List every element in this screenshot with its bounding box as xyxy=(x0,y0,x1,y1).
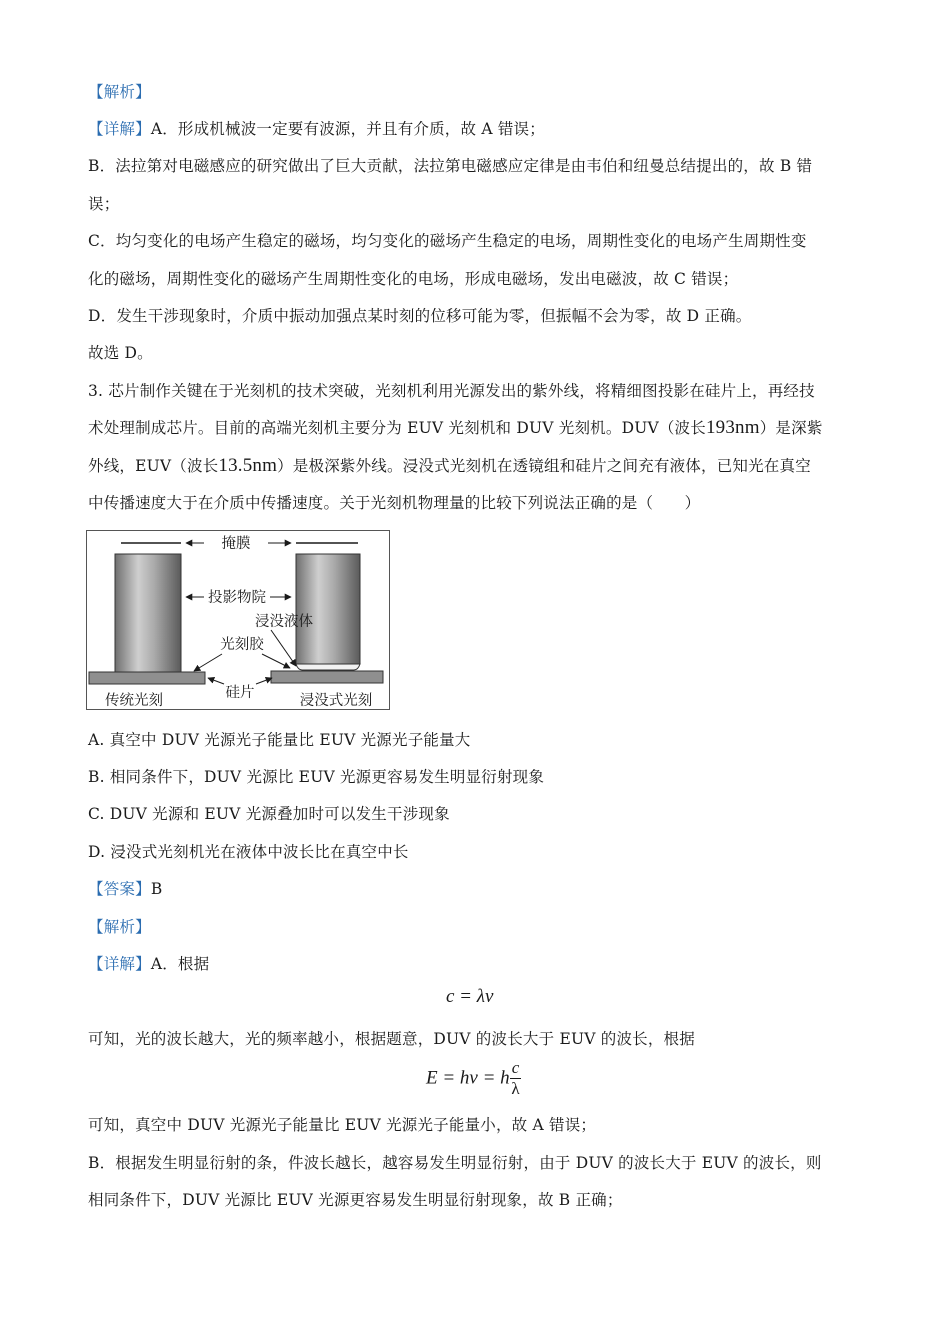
question-line-4: 中传播速度大于在介质中传播速度。关于光刻机物理量的比较下列说法正确的是（ ） xyxy=(88,494,701,512)
right-silicon-wafer xyxy=(271,671,383,683)
option-a: A. 真空中 DUV 光源光子能量比 EUV 光源光子能量大 xyxy=(88,731,471,749)
label-immersion-lithography: 浸没式光刻 xyxy=(299,693,373,709)
formula-photon-energy-lhs: E = hν = h xyxy=(426,1067,510,1089)
question-line-2-head: 术处理制成芯片。目前的高端光刻机主要分为 EUV 光刻机和 DUV 光刻机。DUV（波长 xyxy=(88,419,706,437)
question-line-2 xyxy=(88,417,864,439)
answer-value: B xyxy=(150,880,163,898)
solution-line-a-text: A．根据 xyxy=(150,955,210,973)
option-d: D. 浸没式光刻机光在液体中波长比在真空中长 xyxy=(88,843,409,861)
formula-wave-speed: c = λν xyxy=(446,986,494,1007)
duv-wavelength: 193nm xyxy=(705,417,760,438)
question-line-3 xyxy=(88,455,864,477)
label-projection-lens: 投影物院 xyxy=(208,590,266,606)
right-projection-lens xyxy=(296,554,360,664)
prev-line-d: D．发生干涉现象时，介质中振动加强点某时刻的位移可能为零，但振幅不会为零，故 D 正确。 xyxy=(88,307,752,325)
left-silicon-wafer xyxy=(89,672,205,684)
prev-line-b2: 误； xyxy=(88,195,120,213)
left-projection-lens xyxy=(115,554,181,672)
label-mask: 掩膜 xyxy=(221,536,251,552)
question-line-1: 3. 芯片制作关键在于光刻机的技术突破，光刻机利用光源发出的紫外线，将精细图投影在硅片上，再经技 xyxy=(88,382,815,400)
prev-line-c2: 化的磁场，周期性变化的磁场产生周期性变化的电场，形成电磁场，发出电磁波，故 C 错误； xyxy=(88,270,739,288)
option-b: B. 相同条件下，DUV 光源比 EUV 光源更容易发生明显衍射现象 xyxy=(88,768,545,786)
prev-line-b1: B．法拉第对电磁感应的研究做出了巨大贡献，法拉第电磁感应定律是由韦伯和纽曼总结提出的，故 B 错 xyxy=(88,157,813,175)
label-immersion-liquid: 浸没液体 xyxy=(255,614,313,630)
answer-line xyxy=(88,878,864,900)
immersion-liquid-layer xyxy=(296,664,360,670)
solution-detail-tag: 【详解】 xyxy=(88,955,151,973)
solution-line-b1: B．根据发生明显衍射的条，件波长越长，越容易发生明显衍射，由于 DUV 的波长大于 EUV 的波长，则 xyxy=(88,1154,822,1172)
detail-tag: 【详解】 xyxy=(88,120,151,138)
prev-option-a-text: A．形成机械波一定要有波源，并且有介质，故 A 错误； xyxy=(150,120,545,138)
formula-photon-energy xyxy=(426,1058,521,1099)
fraction-denominator: λ xyxy=(511,1079,520,1098)
analysis-heading-2: 【解析】 xyxy=(88,918,151,936)
solution-after-formula-1: 可知，光的波长越大，光的频率越小，根据题意，DUV 的波长大于 EUV 的波长，根据 xyxy=(88,1030,695,1048)
question-line-3-tail: ）是极深紫外线。浸没式光刻机在透镜组和硅片之间充有液体，已知光在真空 xyxy=(277,457,811,475)
solution-after-formula-2: 可知，真空中 DUV 光源光子能量比 EUV 光源光子能量小，故 A 错误； xyxy=(88,1116,597,1134)
label-traditional-lithography: 传统光刻 xyxy=(105,693,163,709)
answer-tag: 【答案】 xyxy=(88,880,151,898)
prev-line-c1: C．均匀变化的电场产生稳定的磁场，均匀变化的磁场产生稳定的电场，周期性变化的电场产生周期性变 xyxy=(88,232,807,250)
question-line-3-head: 外线，EUV（波长 xyxy=(88,457,219,475)
solution-line-a xyxy=(88,953,864,975)
label-photoresist: 光刻胶 xyxy=(220,637,264,653)
lithography-diagram xyxy=(86,530,390,710)
fraction-numerator: c xyxy=(511,1058,520,1077)
question-line-2-tail: ）是深紫 xyxy=(759,419,823,437)
formula-fraction xyxy=(510,1058,522,1099)
prev-detail-line-a xyxy=(88,118,864,140)
option-c: C. DUV 光源和 EUV 光源叠加时可以发生干涉现象 xyxy=(88,805,450,823)
prev-choose: 故选 D。 xyxy=(88,344,153,362)
euv-wavelength: 13.5nm xyxy=(218,455,278,476)
analysis-heading: 【解析】 xyxy=(88,83,151,101)
solution-line-b2: 相同条件下，DUV 光源比 EUV 光源更容易发生明显衍射现象，故 B 正确； xyxy=(88,1191,623,1209)
label-silicon-wafer: 硅片 xyxy=(225,685,255,701)
